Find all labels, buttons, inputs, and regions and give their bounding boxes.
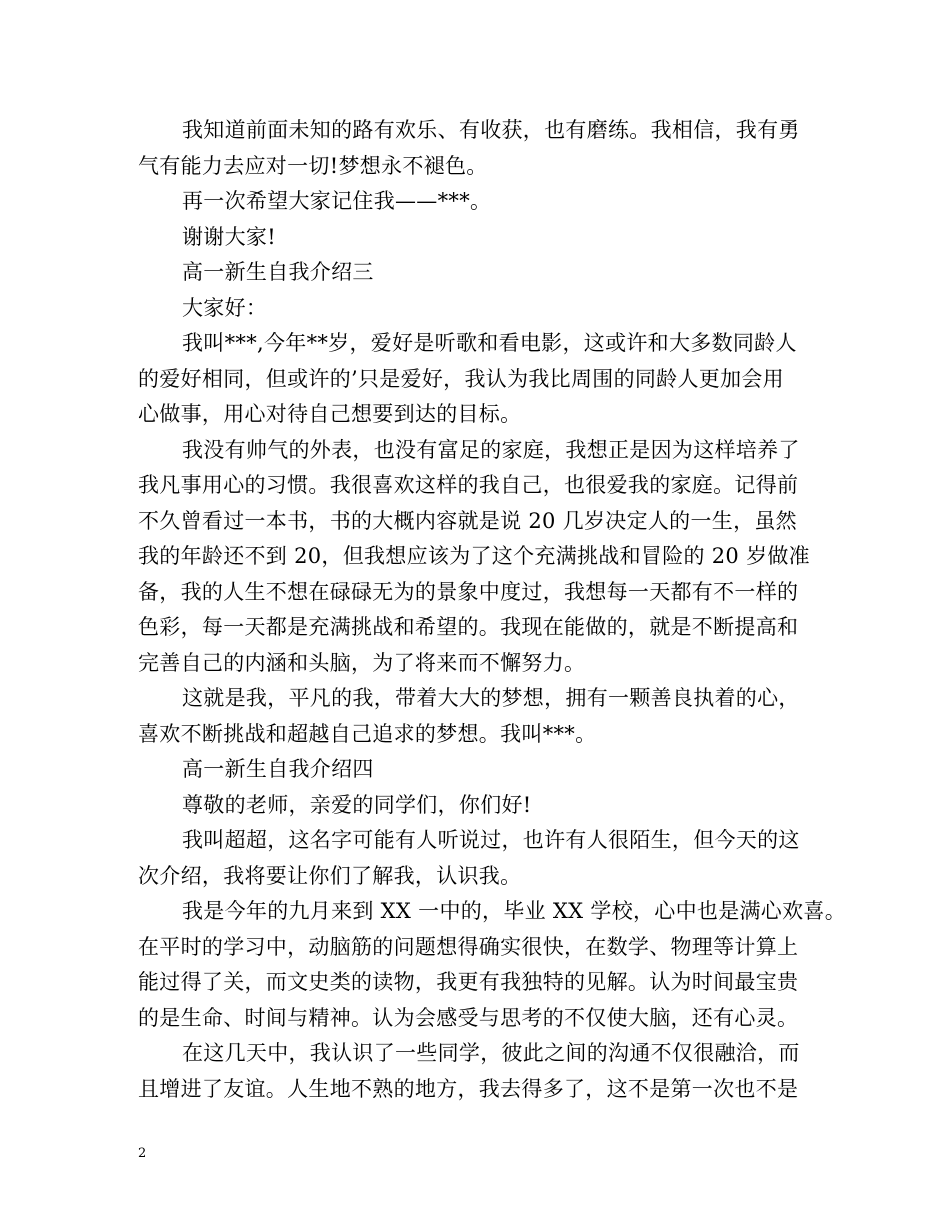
text-line: 大家好： bbox=[182, 295, 268, 320]
text-line: 的是生命、时间与精神。认为会感受与思考的不仅使大脑，还有心灵。 bbox=[138, 1005, 799, 1030]
text-line: 次介绍，我将要让你们了解我，认识我。 bbox=[138, 863, 522, 888]
document-body bbox=[138, 113, 846, 1107]
text-line: 我凡事用心的习惯。我很喜欢这样的我自己，也很爱我的家庭。记得前 bbox=[138, 473, 799, 497]
text-line: 喜欢不断挑战和超越自己追求的梦想。我叫***。 bbox=[138, 721, 597, 746]
text-line: 我叫超超，这名字可能有人听说过，也许有人很陌生，但今天的这 bbox=[182, 828, 800, 852]
text-line: 高一新生自我介绍三 bbox=[182, 260, 374, 284]
text-line: 不久曾看过一本书，书的大概内容就是说 20 几岁决定人的一生，虽然 bbox=[138, 508, 797, 533]
text-line: 我的年龄还不到 20，但我想应该为了这个充满挑战和冒险的 20 岁做准 bbox=[138, 544, 810, 568]
text-line: 完善自己的内涵和头脑，为了将来而不懈努力。 bbox=[138, 650, 586, 675]
text-line: 且增进了友谊。人生地不熟的地方，我去得多了，这不是第一次也不是 bbox=[138, 1076, 799, 1101]
text-line: 在这几天中，我认识了一些同学，彼此之间的沟通不仅很融洽，而 bbox=[182, 1041, 800, 1065]
text-line: 我叫***,今年**岁，爱好是听歌和看电影，这或许和大多数同龄人 bbox=[182, 331, 797, 355]
text-line: 我是今年的九月来到 XX 一中的，毕业 XX 学校，心中也是满心欢喜。 bbox=[182, 899, 846, 923]
text-line: 气有能力去应对一切!梦想永不褪色。 bbox=[138, 153, 488, 178]
text-line: 高一新生自我介绍四 bbox=[182, 757, 374, 781]
text-line: 这就是我，平凡的我，带着大大的梦想，拥有一颗善良执着的心， bbox=[182, 686, 800, 710]
text-line: 备，我的人生不想在碌碌无为的景象中度过，我想每一天都有不一样的 bbox=[138, 579, 799, 604]
text-line: 的爱好相同，但或许的’只是爱好，我认为我比周围的同龄人更加会用 bbox=[138, 366, 784, 391]
text-line: 能过得了关，而文史类的读物，我更有我独特的见解。认为时间最宝贵 bbox=[138, 970, 799, 994]
text-line: 我没有帅气的外表，也没有富足的家庭，我想正是因为这样培养了 bbox=[182, 437, 800, 462]
page-number: 2 bbox=[138, 1146, 147, 1161]
text-line: 谢谢大家! bbox=[182, 224, 276, 249]
text-line: 心做事，用心对待自己想要到达的目标。 bbox=[138, 402, 522, 426]
text-line: 我知道前面未知的路有欢乐、有收获，也有磨练。我相信，我有勇 bbox=[182, 118, 800, 142]
text-line: 再一次希望大家记住我——***。 bbox=[182, 189, 492, 213]
text-line: 尊敬的老师，亲爱的同学们，你们好! bbox=[182, 792, 532, 817]
text-line: 在平时的学习中，动脑筋的问题想得确实很快，在数学、物理等计算上 bbox=[138, 934, 799, 959]
text-line: 色彩，每一天都是充满挑战和希望的。我现在能做的，就是不断提高和 bbox=[138, 615, 799, 639]
